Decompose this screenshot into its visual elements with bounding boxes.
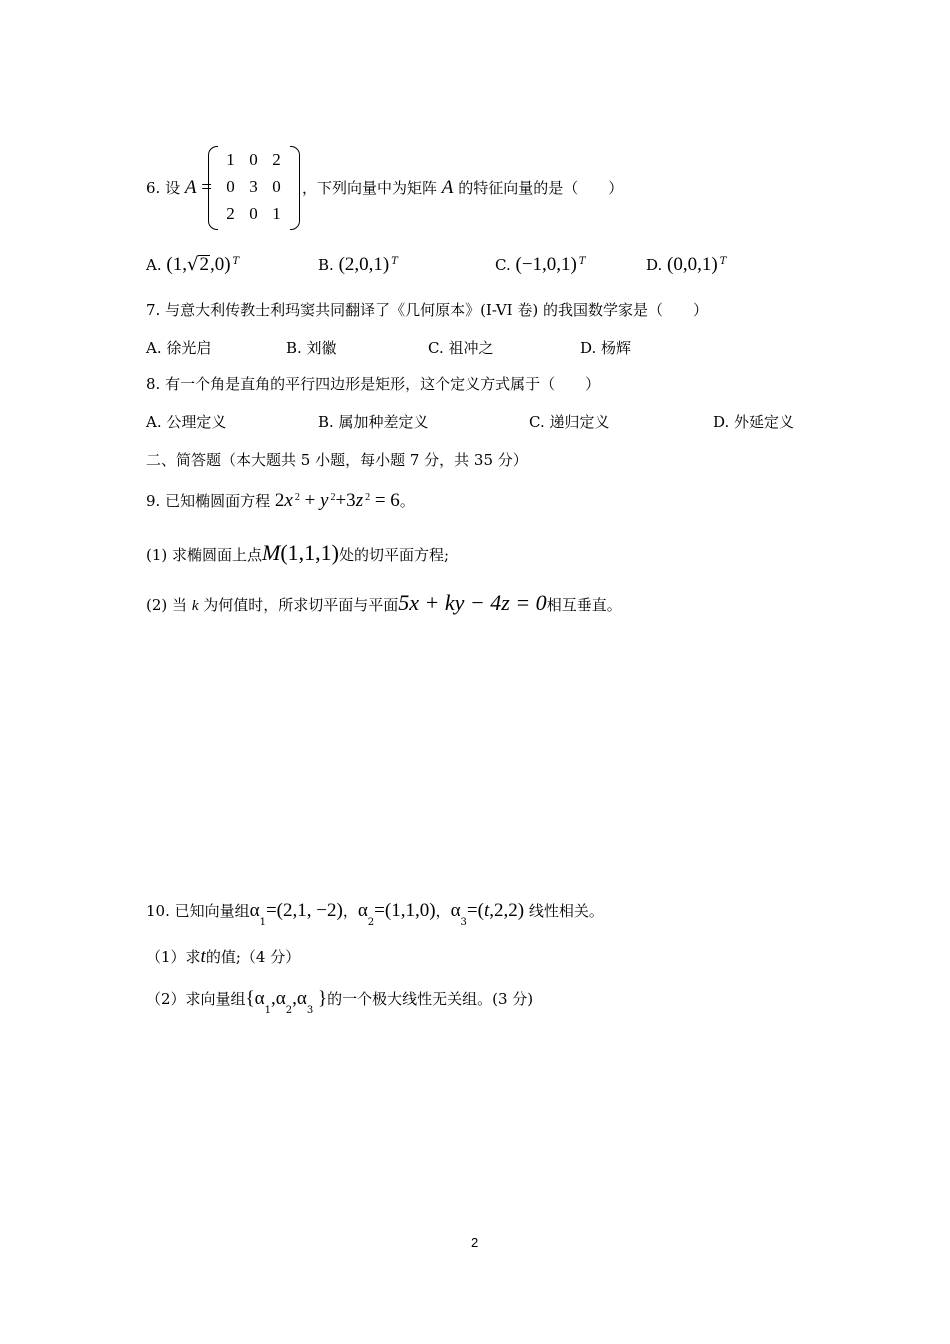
alpha-value-pre: =( — [466, 900, 484, 921]
matrix-cell: 2 — [226, 203, 235, 223]
q6-equals: = — [201, 177, 212, 198]
q10-stem — [146, 900, 604, 928]
q6-prefix: 6. 设 — [146, 179, 181, 197]
q6-matrix-name: A — [184, 177, 197, 198]
set-comma: , — [271, 988, 276, 1009]
alpha-value-post: ,2,2) — [489, 900, 525, 921]
matrix-cell: 0 — [249, 149, 258, 169]
set-open-brace: { — [245, 988, 255, 1009]
q10-part1 — [146, 946, 300, 968]
q10-suffix: 线性相关。 — [528, 902, 604, 920]
q6-var-a: A — [441, 177, 454, 198]
matrix-cell: 1 — [226, 149, 235, 169]
matrix-cell: 3 — [249, 176, 258, 196]
q6-option-c — [495, 254, 586, 276]
option-label: A. — [146, 256, 162, 274]
matrix-left-bracket — [208, 146, 218, 230]
alpha-symbol: α — [275, 988, 286, 1009]
q6-option-d — [646, 254, 726, 276]
eq-exp: 2 — [365, 492, 371, 503]
eq-coef: 2 — [274, 490, 285, 511]
transpose-sup: T — [232, 256, 240, 267]
alpha-symbol: α — [254, 988, 265, 1009]
radical-sign: √ — [186, 254, 199, 275]
part-prefix: （1）求 — [146, 948, 201, 966]
q8-option-c: C. 递归定义 — [529, 413, 610, 431]
alpha-sub: 1 — [264, 1005, 272, 1016]
option-value: (−1,0,1) — [515, 254, 577, 275]
matrix-cell: 0 — [249, 203, 258, 223]
alpha-symbol: α — [450, 900, 461, 921]
eq-var-z: z — [355, 490, 364, 511]
matrix-right-bracket — [290, 146, 300, 230]
q9-stem — [146, 490, 415, 512]
matrix-cell: 2 — [272, 149, 281, 169]
part-suffix: 处的切平面方程; — [339, 546, 450, 564]
q9-suffix: 。 — [399, 492, 415, 510]
page-number: 2 — [471, 1235, 479, 1250]
option-radicand: 2 — [199, 254, 209, 275]
option-label: B. — [318, 256, 334, 274]
transpose-sup: T — [391, 256, 398, 267]
alpha-symbol: α — [249, 900, 260, 921]
alpha-value: =(2,1, −2) — [265, 900, 343, 921]
set-comma: , — [292, 988, 297, 1009]
q7-option-b: B. 刘徽 — [286, 339, 337, 357]
q7-option-d: D. 杨辉 — [580, 339, 632, 357]
eq-exp: 2 — [330, 492, 336, 503]
matrix-cell: 0 — [272, 176, 281, 196]
separator: ， — [435, 902, 451, 920]
q8-option-a: A. 公理定义 — [146, 413, 227, 431]
q7-option-a: A. 徐光启 — [146, 339, 212, 357]
transpose-sup: T — [719, 256, 727, 267]
part-suffix: 的值;（4 分） — [205, 948, 301, 966]
part-suffix: 相互垂直。 — [546, 596, 622, 614]
q8-option-d: D. 外延定义 — [713, 413, 795, 431]
eq-var-x: x — [284, 490, 293, 511]
q10-part2 — [146, 988, 533, 1016]
option-value: (2,0,1) — [338, 254, 390, 275]
q7-stem: 7. 与意大利传教士利玛窦共同翻译了《几何原本》(I-VI 卷) 的我国数学家是（ ） — [146, 301, 708, 319]
q6-stem — [146, 177, 212, 199]
alpha-sub: 2 — [367, 917, 375, 928]
matrix-table — [219, 146, 288, 227]
part-prefix: (2) 当 — [146, 596, 188, 614]
matrix-cell: 1 — [272, 203, 281, 223]
alpha-sub: 1 — [259, 917, 266, 928]
q6-text-before-a: ，下列向量中为矩阵 — [302, 179, 438, 197]
q9-part1 — [146, 540, 449, 566]
alpha-sub: 2 — [285, 1005, 293, 1016]
transpose-sup: T — [578, 256, 586, 267]
q8-option-b: B. 属加种差定义 — [318, 413, 429, 431]
q7-option-c: C. 祖冲之 — [428, 339, 494, 357]
q9-equation — [275, 490, 400, 511]
part-suffix: 的一个极大线性无关组。(3 分) — [327, 990, 534, 1008]
eq-exp: 2 — [294, 492, 300, 503]
alpha-sub: 3 — [306, 1005, 314, 1016]
separator: ， — [342, 902, 358, 920]
q6-matrix — [208, 146, 300, 230]
q6-option-b — [318, 254, 398, 276]
q9-prefix: 9. 已知椭圆面方程 — [146, 492, 271, 510]
q8-stem: 8. 有一个角是直角的平行四边形是矩形，这个定义方式属于（ ） — [146, 375, 601, 393]
alpha-symbol: α — [296, 988, 307, 1009]
set-close-brace: } — [317, 988, 328, 1009]
point-coords: (1,1,1) — [280, 540, 340, 565]
alpha-symbol: α — [357, 900, 368, 921]
eq-var-y: y — [320, 490, 329, 511]
part-prefix: (1) 求椭圆面上点 — [146, 546, 263, 564]
eq-coef: +3 — [335, 490, 356, 511]
q9-part2 — [146, 590, 622, 616]
q10-prefix: 10. 已知向量组 — [146, 902, 250, 920]
eq-plus: + — [304, 490, 321, 511]
part-mid: 为何值时，所求切平面与平面 — [203, 596, 399, 614]
q6-stem-tail — [302, 177, 623, 199]
option-value-post: ,0) — [209, 254, 231, 275]
option-value-pre: (1, — [166, 254, 187, 275]
plane-equation: 5x + ky − 4z = 0 — [398, 590, 547, 615]
section-title: 二、简答题（本大题共 5 小题，每小题 7 分，共 35 分） — [146, 451, 528, 469]
var-t: t — [200, 946, 206, 967]
alpha-sub: 3 — [460, 917, 467, 928]
eq-rhs: = 6 — [374, 490, 400, 511]
matrix-cell: 0 — [226, 176, 235, 196]
part-prefix: （2）求向量组 — [146, 990, 246, 1008]
q6-option-a — [146, 254, 239, 276]
var-k: k — [191, 598, 199, 614]
option-label: C. — [495, 256, 511, 274]
option-label: D. — [646, 256, 663, 274]
option-value: (0,0,1) — [667, 254, 718, 275]
point-name: M — [262, 540, 281, 565]
alpha-value: =(1,1,0) — [374, 900, 436, 921]
var-t: t — [483, 900, 490, 921]
q6-text-after-a: 的特征向量的是（ ） — [458, 179, 624, 197]
